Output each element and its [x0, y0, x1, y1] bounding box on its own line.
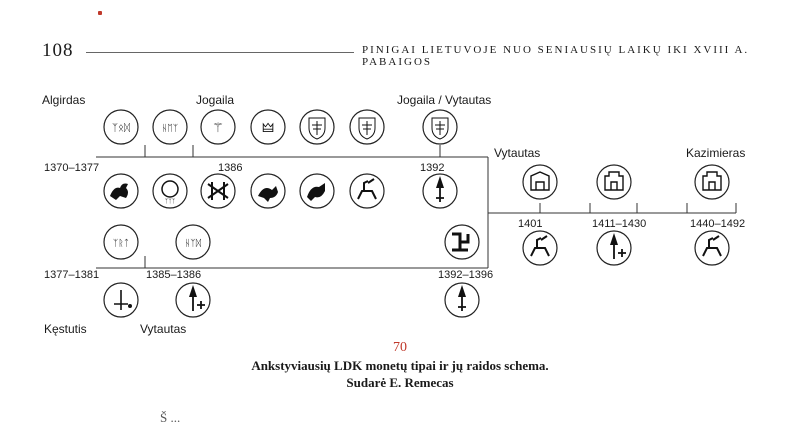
coin-inscription-2-icon — [176, 225, 210, 259]
coin-beast-1-icon — [251, 174, 285, 208]
svg-text:ᛉᛉᛉ: ᛉᛉᛉ — [164, 199, 176, 205]
figure-number: 70 — [393, 340, 407, 355]
svg-text:ᛉᚱᛏ: ᛉᚱᛏ — [112, 238, 130, 248]
date-1377-1381: 1377–1381 — [44, 269, 100, 281]
coin-gate-1-icon — [523, 165, 557, 199]
date-1411-1430: 1411–1430 — [592, 218, 647, 230]
ruler-vytautas-bottom: Vytautas — [140, 322, 187, 336]
footer-text-fragment: Š ... — [160, 410, 181, 425]
coin-kestutis-icon — [104, 283, 138, 317]
coin-jogaila-eagle-icon — [251, 110, 285, 144]
ruler-kestutis: Kęstutis — [44, 322, 87, 336]
coin-algirdas-1-icon — [104, 110, 138, 144]
svg-text:ᚺᛖᛉ: ᚺᛖᛉ — [161, 124, 179, 134]
coin-jogaila-cross-2-icon — [350, 110, 384, 144]
coin-jogaila-vytautas-cross-icon — [423, 110, 457, 144]
date-1386: 1386 — [218, 162, 243, 174]
caption-line-1: Ankstyviausių LDK monetų tipai ir jų raidos schema. — [251, 358, 549, 373]
coin-jogaila-1-icon — [201, 110, 235, 144]
coin-ornament-3-icon — [445, 225, 479, 259]
coin-algirdas-2-icon — [153, 110, 187, 144]
coin-rider-3-icon — [695, 231, 729, 265]
date-1392: 1392 — [420, 162, 445, 174]
coin-spear-2-icon — [445, 283, 479, 317]
coin-ornament-1-icon — [153, 174, 187, 208]
coin-jogaila-cross-1-icon — [300, 110, 334, 144]
coin-gate-2-icon — [597, 165, 631, 199]
caption-line-2: Sudarė E. Remecas — [346, 375, 454, 390]
coin-lion-icon — [104, 174, 138, 208]
svg-text:ᛉᛟᛞ: ᛉᛟᛞ — [112, 123, 130, 134]
date-1401: 1401 — [518, 218, 543, 230]
date-1385-1386: 1385–1386 — [146, 269, 202, 281]
coin-rider-2-icon — [523, 231, 557, 265]
svg-text:ᚺᛉᛞ: ᚺᛉᛞ — [184, 238, 202, 248]
ruler-jogaila-vytautas: Jogaila / Vytautas — [397, 93, 492, 107]
coin-rider-1-icon — [350, 174, 384, 208]
ruler-jogaila: Jogaila — [196, 93, 235, 107]
coin-gate-3-icon — [695, 165, 729, 199]
date-1392-1396: 1392–1396 — [438, 269, 494, 281]
ruler-algirdas: Algirdas — [42, 93, 86, 107]
date-1370-1377: 1370–1377 — [44, 162, 100, 174]
coin-spear-1-icon — [423, 174, 457, 208]
running-title: PINIGAI LIETUVOJE NUO SENIAUSIŲ LAIKŲ IKI XVIII A. PABAIGOS — [362, 44, 750, 68]
coin-ornament-2-icon — [201, 174, 235, 208]
coin-beast-2-icon — [300, 174, 334, 208]
coin-inscription-1-icon — [104, 225, 138, 259]
svg-text:🜲: 🜲 — [262, 121, 274, 136]
page-number: 108 — [42, 40, 74, 61]
coin-spear-3-icon — [597, 231, 631, 265]
svg-text:⚚: ⚚ — [212, 121, 224, 136]
ruler-vytautas-right: Vytautas — [494, 146, 541, 160]
coin-vytautas-spear-icon — [176, 283, 210, 317]
ruler-kazimieras: Kazimieras — [686, 146, 746, 160]
date-1440-1492: 1440–1492 — [690, 218, 746, 230]
